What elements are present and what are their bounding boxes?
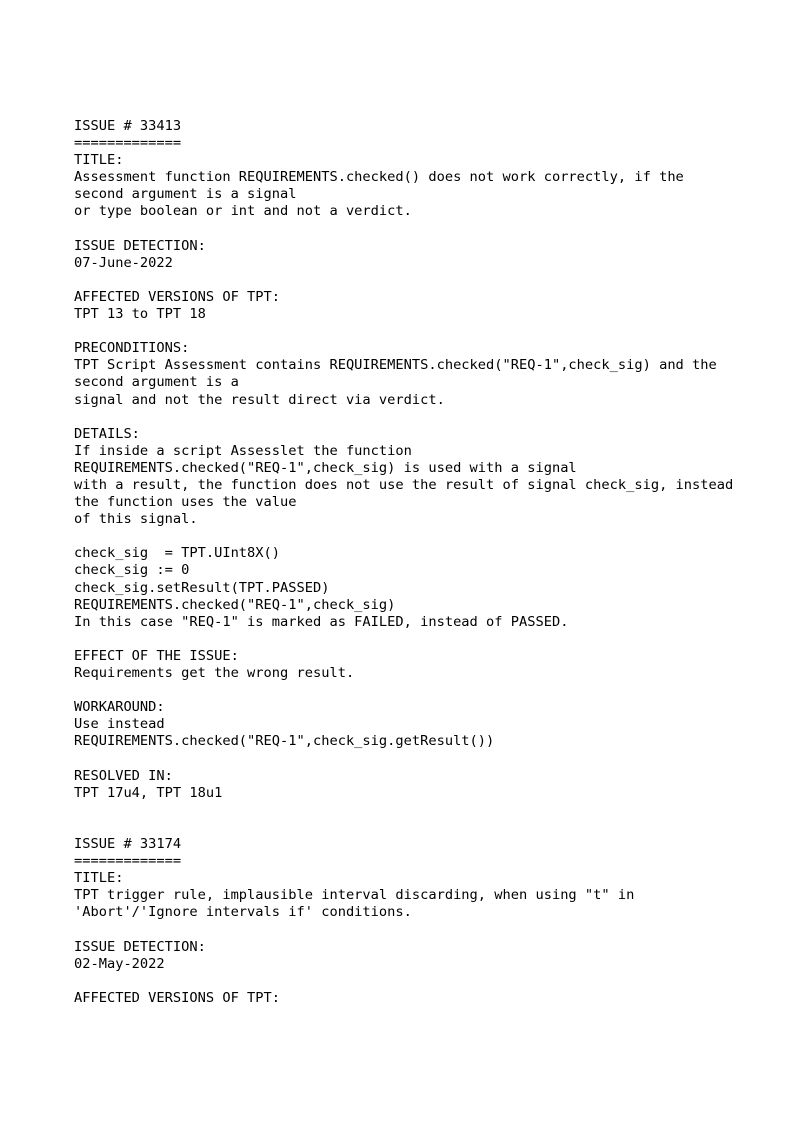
text-line: signal and not the result direct via verdict. [74, 391, 445, 408]
text-line: AFFECTED VERSIONS OF TPT: [74, 989, 281, 1006]
text-line: second argument is a signal [74, 186, 297, 203]
text-line: TPT 17u4, TPT 18u1 [74, 784, 223, 801]
text-line [74, 682, 774, 699]
text-line [74, 528, 774, 545]
text-line: ============= [74, 135, 182, 152]
text-line: TITLE: [74, 870, 124, 887]
text-line: REQUIREMENTS.checked("REQ-1",check_sig) is used with a signal [74, 459, 577, 476]
text-line: check_sig.setResult(TPT.PASSED) [74, 579, 330, 596]
text-line [74, 631, 774, 648]
text-line: TITLE: [74, 152, 124, 169]
text-line: Requirements get the wrong result. [74, 665, 355, 681]
text-line [74, 802, 774, 819]
text-line: or type boolean or int and not a verdict. [74, 203, 412, 220]
text-line: Use instead [74, 716, 165, 733]
text-line [74, 750, 774, 767]
text-line [74, 819, 774, 836]
text-line: ISSUE DETECTION: [74, 938, 206, 955]
text-line: with a result, the function does not use the result of signal check_sig, instead [74, 476, 734, 493]
text-line [74, 323, 774, 340]
text-line: DETAILS: [74, 425, 140, 442]
text-line [74, 409, 774, 426]
text-line: RESOLVED IN: [74, 767, 173, 784]
text-line: WORKAROUND: [74, 699, 165, 716]
text-line: 02-May-2022 [74, 955, 165, 972]
text-line: In this case "REQ-1" is marked as FAILED, instead of PASSED. [74, 613, 569, 630]
text-line: ============= [74, 853, 182, 870]
text-line: TPT 13 to TPT 18 [74, 306, 206, 323]
text-line: 07-June-2022 [74, 254, 173, 271]
text-line: second argument is a [74, 374, 239, 391]
text-line [74, 921, 774, 938]
text-line: TPT Script Assessment contains REQUIREMENTS.checked("REQ-1",check_sig) and the [74, 357, 717, 374]
text-line: ISSUE # 33174 [74, 835, 182, 852]
text-line [74, 221, 774, 238]
text-line: ISSUE DETECTION: [74, 237, 206, 254]
text-line: REQUIREMENTS.checked("REQ-1",check_sig.getResult()) [74, 733, 495, 750]
document-text [74, 118, 774, 1007]
text-line: the function uses the value [74, 494, 297, 511]
text-line: If inside a script Assesslet the function [74, 442, 412, 459]
text-line: check_sig = TPT.UInt8X() [74, 545, 281, 562]
text-line: 'Abort'/'Ignore intervals if' conditions. [74, 904, 412, 921]
text-line [74, 973, 774, 990]
text-line: ISSUE # 33413 [74, 118, 182, 134]
text-line: TPT trigger rule, implausible interval discarding, when using "t" in [74, 887, 635, 904]
text-line: AFFECTED VERSIONS OF TPT: [74, 288, 281, 305]
text-line: of this signal. [74, 511, 198, 528]
text-line: REQUIREMENTS.checked("REQ-1",check_sig) [74, 596, 396, 613]
text-line: PRECONDITIONS: [74, 340, 190, 357]
text-line: check_sig := 0 [74, 562, 190, 579]
text-line: EFFECT OF THE ISSUE: [74, 647, 239, 664]
text-line: Assessment function REQUIREMENTS.checked() does not work correctly, if the [74, 169, 684, 186]
text-line [74, 272, 774, 289]
